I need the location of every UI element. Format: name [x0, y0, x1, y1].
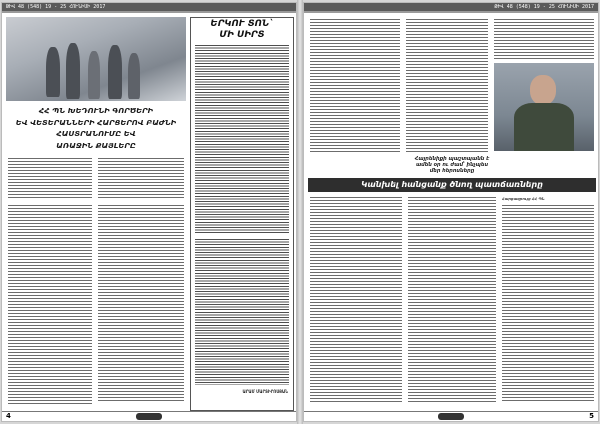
pull-quote: [324, 156, 580, 175]
page-footer: [2, 411, 296, 421]
page-header: [304, 3, 598, 11]
portrait-figure: [514, 103, 574, 151]
right-page: [303, 2, 599, 422]
header-strip: [304, 11, 598, 13]
article-text-column: [502, 205, 594, 403]
photo-figure: [46, 47, 60, 97]
top-photo: [6, 17, 186, 101]
page-footer: [304, 411, 598, 421]
photo-figure: [128, 53, 140, 99]
article-text-column: [98, 205, 184, 401]
header-issue-info: ԹԻՎ 48 (548) 19 - 25 ՀՈՒՆԻՍԻ 2017: [494, 4, 594, 10]
article-text-column: [310, 197, 402, 403]
photo-figure: [108, 45, 122, 99]
sidebar-text: [195, 239, 289, 385]
photo-figure: [88, 51, 100, 99]
section-note: Հարցազրույց ՀՀ ՊՆ: [502, 197, 545, 201]
quote-line: ամեն օր ու ժամ՝ ինչպես: [415, 162, 489, 169]
page-number: 5: [589, 412, 594, 420]
photo-figure: [66, 43, 80, 99]
headline-line: ԵՎ ՎԵՏԵՐԱՆՆԵՐԻ ՀԱՐՑԵՐՈՎ ԲԱԺՆԻ: [15, 117, 177, 127]
article-text-column: [494, 19, 594, 59]
sidebar-title-line: ԵՐԿՈՒ ՏՈՆ`: [210, 19, 274, 29]
main-headline: [6, 105, 186, 153]
quote-line: մեր հերոսները: [429, 168, 475, 175]
page-number: 4: [6, 412, 11, 420]
banner-headline: Կանխել հանցանք ծնող պատճառները: [308, 178, 596, 192]
article-text-column: [8, 158, 92, 200]
article-text-column: [98, 158, 184, 200]
article-text-column: [408, 197, 496, 403]
newspaper-logo-icon: [136, 413, 162, 420]
article-text-column: [310, 19, 400, 153]
portrait-photo: [494, 63, 594, 151]
newspaper-logo-icon: [438, 413, 464, 420]
article-text-column: [406, 19, 488, 153]
article-text-column: [8, 205, 92, 405]
sidebar-article-title: [192, 19, 292, 41]
portrait-figure: [530, 75, 556, 105]
page-header: [2, 3, 296, 11]
header-issue-info: ԹԻՎ 48 (548) 19 - 25 ՀՈՒՆԻՍԻ 2017: [6, 4, 106, 10]
left-page: [1, 2, 297, 422]
byline: ԱՐԱՄ ՄԱՐՏԻՐՈՍՅԱՆ: [242, 389, 288, 394]
headline-line: ԱՌԱՋԻՆ ՔԱՅԼԵՐԸ: [56, 140, 136, 150]
sidebar-title-line: ՄԻ ՍԻՐՏ: [219, 30, 265, 40]
headline-line: ՀԱՍՏՐԱՆՈՒՄԸ ԵՎ: [56, 129, 136, 138]
sidebar-text: [195, 45, 289, 235]
headline-line: ՀՀ ՊՆ ԽԵԴՈՒՆԻ ԳՈՐԾԵՐԻ: [38, 106, 154, 115]
header-strip: [2, 11, 296, 13]
quote-line: Հայրենիքի պաշտպանն է: [414, 156, 490, 162]
